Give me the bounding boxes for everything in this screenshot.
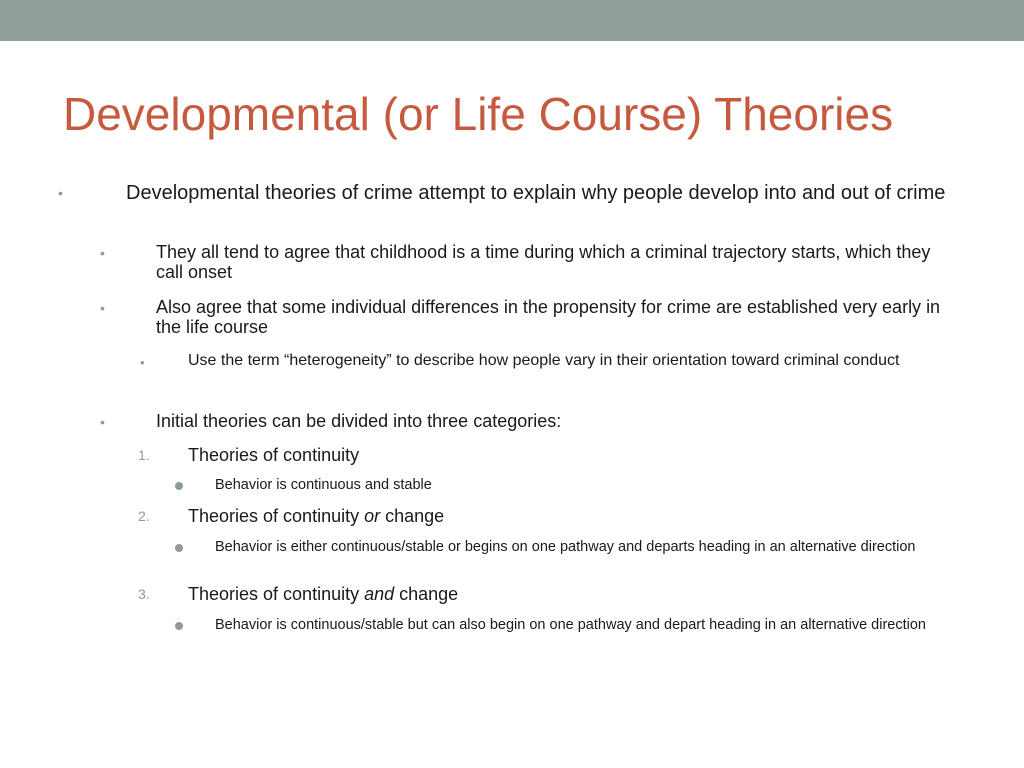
- numbered-text: [188, 584, 948, 604]
- filled-circle-bullet-icon: [175, 622, 183, 630]
- slide-title: Developmental (or Life Course) Theories: [63, 88, 894, 140]
- numbered-text: Theories of continuity: [188, 445, 360, 465]
- bullet-text: Use the term “heterogeneity” to describe how people vary in their orientation toward criminal conduct: [188, 352, 900, 369]
- sub-bullet-text: Behavior is continuous and stable: [215, 477, 432, 493]
- sub-bullet-text: Behavior is either continuous/stable or begins on one pathway and departs heading in an alternative direction: [215, 539, 916, 555]
- emphasis-word: and: [364, 584, 395, 604]
- filled-circle-bullet-icon: [175, 482, 183, 490]
- bullet-text: Initial theories can be divided into three categories:: [156, 411, 562, 431]
- filled-circle-bullet-icon: [175, 544, 183, 552]
- number-marker: 3.: [138, 586, 150, 602]
- top-decorative-bar: [0, 0, 1024, 41]
- text-suffix: change: [380, 506, 445, 526]
- number-marker: 2.: [138, 508, 150, 524]
- bullet-text: Also agree that some individual differences in the propensity for crime are established very early in the life course: [156, 297, 941, 338]
- bullet-marker: •: [58, 185, 63, 201]
- sub-bullet-text: Behavior is continuous/stable but can also begin on one pathway and depart heading in an alternative direction: [215, 617, 926, 633]
- text-suffix: change: [394, 584, 459, 604]
- bullet-marker: •: [100, 245, 105, 261]
- bullet-marker: •: [100, 414, 105, 430]
- numbered-text: [188, 506, 948, 526]
- text-prefix: Theories of continuity: [188, 506, 365, 526]
- bullet-marker: •: [100, 300, 105, 316]
- text-prefix: Theories of continuity: [188, 584, 365, 604]
- emphasis-word: or: [364, 506, 381, 526]
- bullet-marker: •: [140, 355, 145, 370]
- number-marker: 1.: [138, 447, 150, 463]
- bullet-text: Developmental theories of crime attempt to explain why people develop into and out of crime: [126, 182, 946, 204]
- bullet-text: They all tend to agree that childhood is a time during which a criminal trajectory starts, which they call onset: [156, 242, 931, 283]
